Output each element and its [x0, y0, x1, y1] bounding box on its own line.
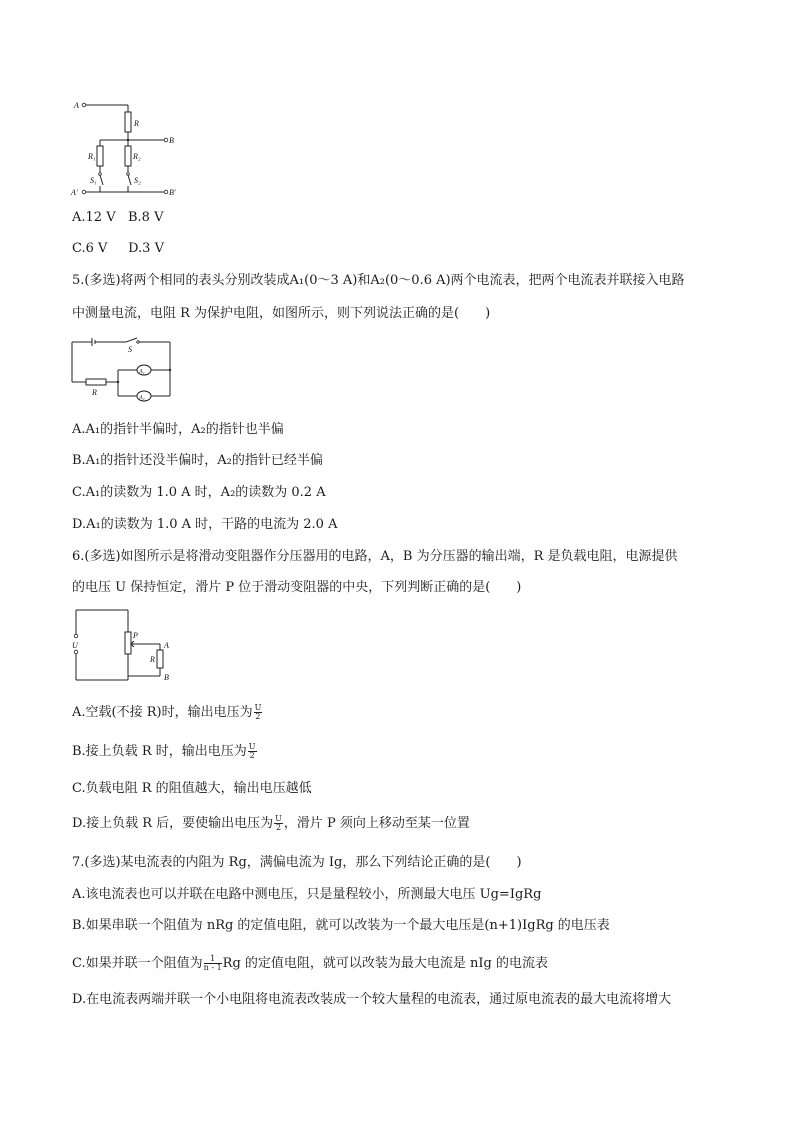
frac-den: 2: [255, 712, 261, 721]
q6-option-b-text: B.接上负载 R 时，输出电压为: [72, 744, 247, 759]
q6-label-R: R: [150, 655, 155, 664]
q6-option-b: [72, 743, 258, 760]
q4-option-c: C.6 V: [72, 241, 108, 256]
frac-den: n - 1: [203, 963, 222, 972]
q5-circuit-figure: [70, 334, 180, 406]
q4-circuit-svg: [70, 96, 180, 198]
q5-option-c: C.A₁的读数为 1.0 A 时，A₂的读数为 0.2 A: [72, 485, 326, 500]
q6-label-P: P: [133, 631, 138, 640]
q4-circuit-figure: [70, 96, 180, 198]
q4-label-S2: S₂: [134, 176, 141, 185]
q5-label-S: S: [128, 345, 132, 354]
q6-option-d-text: D.接上负载 R 后，要使输出电压为: [72, 816, 274, 831]
q5-stem-line2: 中测量电流，电阻 R 为保护电阻，如图所示，则下列说法正确的是( ): [72, 306, 491, 321]
q6-stem-line1: 6.(多选)如图所示是将滑动变阻器作分压器用的电路，A，B 为分压器的输出端，R 是负载电阻，电源提供: [72, 549, 678, 564]
q4-label-S1: S₁: [90, 176, 97, 185]
q6-option-d-fraction: [274, 815, 283, 832]
q5-label-R: R: [92, 388, 97, 397]
q6-label-A: A: [164, 641, 169, 650]
q7-stem: 7.(多选)某电流表的内阻为 Rg，满偏电流为 Ig，那么下列结论正确的是( ): [72, 855, 522, 870]
q4-label-B: B: [169, 136, 174, 145]
q7-option-b: B.如果串联一个阻值为 nRg 的定值电阻，就可以改装为一个最大电压是(n+1)IgRg 的电压表: [72, 918, 610, 933]
frac-num: U: [254, 703, 262, 712]
frac-num: 1: [204, 955, 222, 964]
q5-label-A2: A₂: [139, 395, 145, 401]
q4-option-a: A.12 V: [72, 210, 116, 225]
frac-den: 2: [249, 751, 255, 760]
q4-label-R2: R₂: [133, 152, 141, 161]
q4-option-b: B.8 V: [128, 210, 164, 225]
q7-option-a: A.该电流表也可以并联在电路中测电压，只是量程较小，所测最大电压 Ug=IgRg: [72, 887, 542, 902]
q4-label-A-prime: A′: [71, 188, 78, 197]
frac-num: U: [248, 742, 256, 751]
q6-option-a: [72, 704, 263, 721]
q6-label-U: U: [72, 641, 78, 650]
q6-option-b-fraction: [248, 743, 257, 760]
q5-circuit-svg: [70, 334, 180, 406]
q6-option-d-tail: ，滑片 P 须向上移动至某一位置: [283, 816, 470, 831]
q4-label-R1: R₁: [88, 152, 96, 161]
q6-circuit-figure: [70, 608, 180, 686]
q5-option-d: D.A₁的读数为 1.0 A 时，干路的电流为 2.0 A: [72, 517, 338, 532]
q6-option-c: C.负载电阻 R 的阻值越大，输出电压越低: [72, 781, 312, 796]
q5-stem-line1: 5.(多选)将两个相同的表头分别改装成A₁(0～3 A)和A₂(0～0.6 A)两个电流表，把两个电流表并联接入电路: [72, 273, 685, 288]
q6-label-B: B: [164, 673, 169, 682]
q5-option-b: B.A₁的指针还没半偏时，A₂的指针已经半偏: [72, 453, 323, 468]
q7-option-c: [72, 955, 548, 972]
q5-label-A1: A₁: [139, 369, 145, 375]
q4-option-d: D.3 V: [128, 241, 164, 256]
frac-num: U: [275, 814, 282, 823]
q6-option-d: [72, 815, 470, 832]
q4-label-A: A: [74, 101, 79, 110]
q4-options-row2: [72, 241, 164, 257]
q7-option-c-fraction: [204, 955, 222, 972]
q4-label-R: R: [134, 119, 139, 128]
q7-option-c-text: C.如果并联一个阻值为: [72, 956, 203, 971]
q6-stem-line2: 的电压 U 保持恒定，滑片 P 位于滑动变阻器的中央，下列判断正确的是( ): [72, 580, 522, 595]
frac-den: 2: [275, 823, 282, 832]
q6-option-a-text: A.空载(不接 R)时，输出电压为: [72, 705, 253, 720]
q6-circuit-svg: [70, 608, 180, 686]
q5-option-a: A.A₁的指针半偏时，A₂的指针也半偏: [72, 422, 284, 437]
q4-options-row1: [72, 210, 163, 226]
q7-option-c-tail: Rg 的定值电阻，就可以改装为最大电流是 nIg 的电流表: [222, 956, 548, 971]
q4-label-B-prime: B′: [169, 188, 176, 197]
q6-option-a-fraction: [254, 704, 263, 721]
q7-option-d: D.在电流表两端并联一个小电阻将电流表改装成一个较大量程的电流表，通过原电流表的最大电流将增大: [72, 992, 672, 1007]
